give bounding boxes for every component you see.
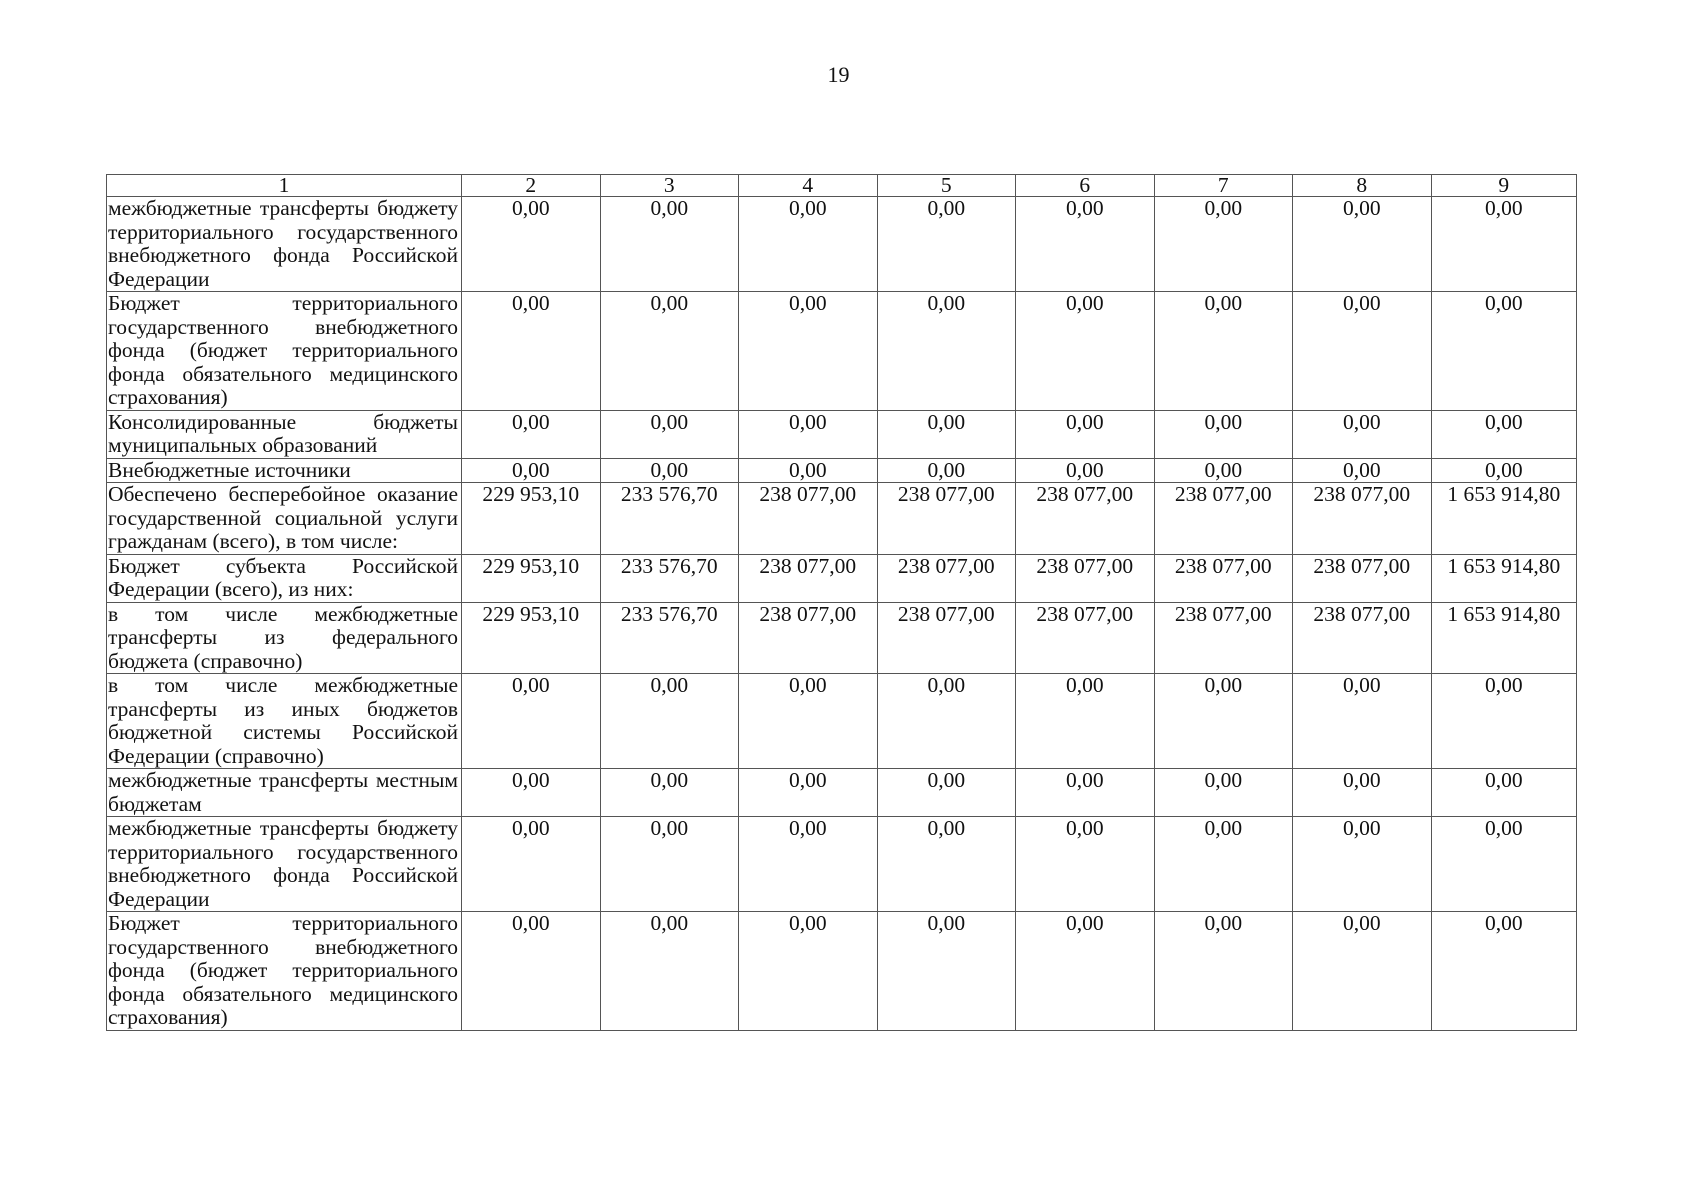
value-cell: 238 077,00 bbox=[877, 602, 1016, 674]
table-row bbox=[107, 458, 1577, 483]
row-label: в том числе межбюджетные трансферты из иных бюджетов бюджетной системы Российской Федерации (справочно) bbox=[107, 674, 462, 769]
value-cell: 238 077,00 bbox=[877, 554, 1016, 602]
value-cell: 1 653 914,80 bbox=[1431, 554, 1577, 602]
value-cell: 238 077,00 bbox=[1154, 483, 1293, 555]
table-row bbox=[107, 410, 1577, 458]
value-cell: 229 953,10 bbox=[462, 554, 601, 602]
value-cell: 238 077,00 bbox=[739, 554, 878, 602]
value-cell: 0,00 bbox=[1293, 912, 1432, 1031]
value-cell: 0,00 bbox=[1154, 817, 1293, 912]
value-cell: 0,00 bbox=[600, 197, 739, 292]
value-cell: 0,00 bbox=[600, 912, 739, 1031]
table-row bbox=[107, 554, 1577, 602]
value-cell: 233 576,70 bbox=[600, 602, 739, 674]
value-cell: 0,00 bbox=[1154, 410, 1293, 458]
row-label: Бюджет территориального государственного внебюджетного фонда (бюджет территориального фонда обязательного медицинского страхования) bbox=[107, 912, 462, 1031]
row-label: Бюджет территориального государственного внебюджетного фонда (бюджет территориального фонда обязательного медицинского страхования) bbox=[107, 292, 462, 411]
value-cell: 0,00 bbox=[739, 410, 878, 458]
value-cell: 0,00 bbox=[462, 674, 601, 769]
value-cell: 0,00 bbox=[739, 197, 878, 292]
column-header: 8 bbox=[1293, 175, 1432, 197]
value-cell: 0,00 bbox=[1016, 292, 1155, 411]
value-cell: 0,00 bbox=[1293, 769, 1432, 817]
value-cell: 233 576,70 bbox=[600, 554, 739, 602]
column-header: 2 bbox=[462, 175, 601, 197]
row-label: в том числе межбюджетные трансферты из федерального бюджета (справочно) bbox=[107, 602, 462, 674]
column-header: 3 bbox=[600, 175, 739, 197]
value-cell: 0,00 bbox=[1016, 769, 1155, 817]
column-header: 9 bbox=[1431, 175, 1577, 197]
budget-table bbox=[106, 174, 1577, 1031]
row-label: межбюджетные трансферты бюджету территориального государственного внебюджетного фонда Российской Федерации bbox=[107, 197, 462, 292]
value-cell: 238 077,00 bbox=[1293, 554, 1432, 602]
value-cell: 0,00 bbox=[1293, 674, 1432, 769]
value-cell: 238 077,00 bbox=[1154, 554, 1293, 602]
value-cell: 0,00 bbox=[1154, 674, 1293, 769]
value-cell: 1 653 914,80 bbox=[1431, 602, 1577, 674]
value-cell: 0,00 bbox=[1293, 817, 1432, 912]
value-cell: 0,00 bbox=[1293, 197, 1432, 292]
value-cell: 0,00 bbox=[1293, 410, 1432, 458]
value-cell: 0,00 bbox=[1154, 458, 1293, 483]
value-cell: 238 077,00 bbox=[1016, 554, 1155, 602]
value-cell: 0,00 bbox=[877, 292, 1016, 411]
value-cell: 0,00 bbox=[877, 458, 1016, 483]
table-row bbox=[107, 292, 1577, 411]
table-row bbox=[107, 817, 1577, 912]
value-cell: 0,00 bbox=[1016, 674, 1155, 769]
value-cell: 0,00 bbox=[600, 817, 739, 912]
value-cell: 229 953,10 bbox=[462, 483, 601, 555]
table-row bbox=[107, 912, 1577, 1031]
value-cell: 0,00 bbox=[600, 292, 739, 411]
table-body bbox=[107, 197, 1577, 1031]
value-cell: 0,00 bbox=[600, 674, 739, 769]
value-cell: 0,00 bbox=[739, 292, 878, 411]
value-cell: 0,00 bbox=[1154, 912, 1293, 1031]
value-cell: 238 077,00 bbox=[1016, 602, 1155, 674]
value-cell: 0,00 bbox=[739, 458, 878, 483]
row-label: Внебюджетные источники bbox=[107, 458, 462, 483]
value-cell: 0,00 bbox=[462, 458, 601, 483]
value-cell: 0,00 bbox=[1016, 410, 1155, 458]
value-cell: 0,00 bbox=[1293, 292, 1432, 411]
value-cell: 0,00 bbox=[739, 769, 878, 817]
row-label: Консолидированные бюджеты муниципальных образований bbox=[107, 410, 462, 458]
table-row bbox=[107, 483, 1577, 555]
value-cell: 0,00 bbox=[1154, 292, 1293, 411]
value-cell: 0,00 bbox=[1016, 197, 1155, 292]
value-cell: 238 077,00 bbox=[739, 483, 878, 555]
table-row bbox=[107, 769, 1577, 817]
value-cell: 0,00 bbox=[462, 769, 601, 817]
value-cell: 0,00 bbox=[1016, 458, 1155, 483]
value-cell: 0,00 bbox=[462, 410, 601, 458]
table-header-row bbox=[107, 175, 1577, 197]
value-cell: 0,00 bbox=[877, 674, 1016, 769]
column-header: 5 bbox=[877, 175, 1016, 197]
value-cell: 0,00 bbox=[1016, 912, 1155, 1031]
value-cell: 0,00 bbox=[1431, 769, 1577, 817]
row-label: Бюджет субъекта Российской Федерации (всего), из них: bbox=[107, 554, 462, 602]
value-cell: 0,00 bbox=[1431, 674, 1577, 769]
column-header: 4 bbox=[739, 175, 878, 197]
table-row bbox=[107, 674, 1577, 769]
value-cell: 0,00 bbox=[600, 458, 739, 483]
value-cell: 238 077,00 bbox=[1016, 483, 1155, 555]
value-cell: 238 077,00 bbox=[1293, 602, 1432, 674]
value-cell: 238 077,00 bbox=[1293, 483, 1432, 555]
row-label: межбюджетные трансферты бюджету территориального государственного внебюджетного фонда Российской Федерации bbox=[107, 817, 462, 912]
value-cell: 0,00 bbox=[1431, 458, 1577, 483]
value-cell: 0,00 bbox=[1154, 197, 1293, 292]
value-cell: 0,00 bbox=[1154, 769, 1293, 817]
value-cell: 0,00 bbox=[1431, 817, 1577, 912]
value-cell: 0,00 bbox=[877, 197, 1016, 292]
value-cell: 0,00 bbox=[462, 292, 601, 411]
value-cell: 0,00 bbox=[877, 410, 1016, 458]
value-cell: 0,00 bbox=[877, 912, 1016, 1031]
value-cell: 0,00 bbox=[1431, 410, 1577, 458]
value-cell: 238 077,00 bbox=[877, 483, 1016, 555]
value-cell: 0,00 bbox=[1431, 197, 1577, 292]
value-cell: 238 077,00 bbox=[1154, 602, 1293, 674]
column-header: 6 bbox=[1016, 175, 1155, 197]
value-cell: 238 077,00 bbox=[739, 602, 878, 674]
value-cell: 0,00 bbox=[1016, 817, 1155, 912]
value-cell: 229 953,10 bbox=[462, 602, 601, 674]
value-cell: 0,00 bbox=[1431, 292, 1577, 411]
value-cell: 0,00 bbox=[462, 197, 601, 292]
value-cell: 0,00 bbox=[739, 674, 878, 769]
column-header: 1 bbox=[107, 175, 462, 197]
value-cell: 0,00 bbox=[462, 912, 601, 1031]
column-header: 7 bbox=[1154, 175, 1293, 197]
value-cell: 0,00 bbox=[600, 410, 739, 458]
value-cell: 0,00 bbox=[1431, 912, 1577, 1031]
table-row bbox=[107, 602, 1577, 674]
value-cell: 0,00 bbox=[739, 817, 878, 912]
row-label: Обеспечено бесперебойное оказание государственной социальной услуги гражданам (всего), в том числе: bbox=[107, 483, 462, 555]
table-row bbox=[107, 197, 1577, 292]
value-cell: 1 653 914,80 bbox=[1431, 483, 1577, 555]
page-number: 19 bbox=[827, 62, 850, 87]
row-label: межбюджетные трансферты местным бюджетам bbox=[107, 769, 462, 817]
value-cell: 0,00 bbox=[739, 912, 878, 1031]
value-cell: 0,00 bbox=[877, 769, 1016, 817]
value-cell: 0,00 bbox=[462, 817, 601, 912]
value-cell: 233 576,70 bbox=[600, 483, 739, 555]
value-cell: 0,00 bbox=[877, 817, 1016, 912]
value-cell: 0,00 bbox=[1293, 458, 1432, 483]
value-cell: 0,00 bbox=[600, 769, 739, 817]
